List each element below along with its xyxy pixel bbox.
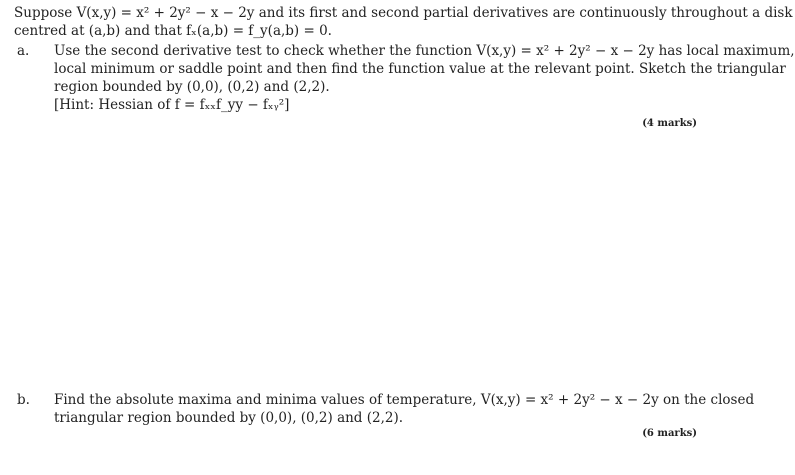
part-a-line-3: region bounded by (0,0), (0,2) and (2,2).	[54, 79, 330, 95]
part-b-line-1: Find the absolute maxima and minima values of temperature, V(x,y) = x² + 2y² − x − 2y on the closed	[54, 392, 755, 408]
part-a-line-2: local minimum or saddle point and then find the function value at the relevant point. Sketch the triangular	[54, 61, 786, 77]
part-b-marks: (6 marks)	[642, 428, 697, 439]
intro-line-1: Suppose V(x,y) = x² + 2y² − x − 2y and its first and second partial derivatives are continuously throughout a disk	[14, 5, 793, 21]
part-b-label: b.	[17, 392, 30, 408]
part-a-marks: (4 marks)	[642, 118, 697, 129]
part-a-hint: [Hint: Hessian of f = fₓₓf_yy − fₓᵧ²]	[54, 97, 290, 113]
part-a-line-1: Use the second derivative test to check whether the function V(x,y) = x² + 2y² − x − 2y has local maximum,	[54, 43, 795, 59]
part-b-line-2: triangular region bounded by (0,0), (0,2) and (2,2).	[54, 410, 404, 426]
part-a-label: a.	[17, 43, 30, 59]
intro-line-2: centred at (a,b) and that fₓ(a,b) = f_y(a,b) = 0.	[14, 23, 332, 39]
